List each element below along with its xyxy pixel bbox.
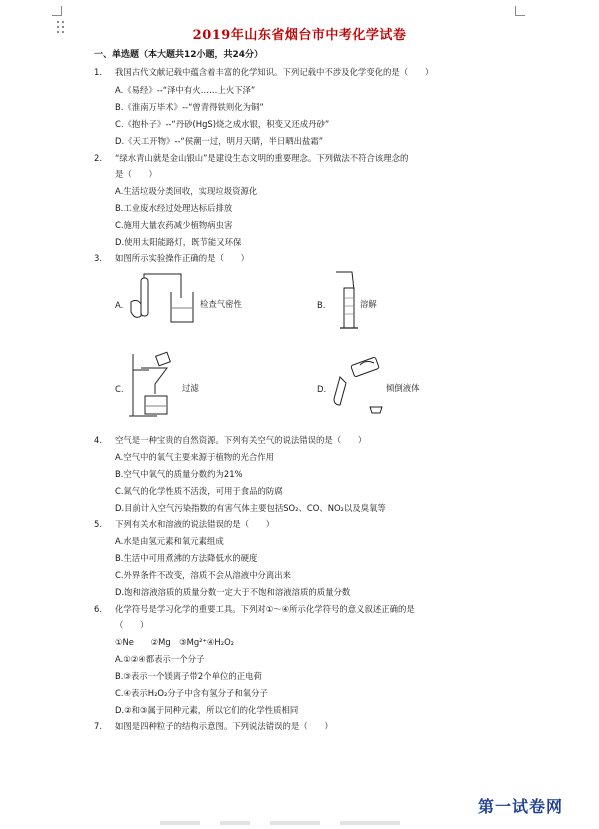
- option-b: B.《淮南万毕术》--“曾青得铁则化为铜”: [115, 102, 264, 112]
- option-c: C.外界条件不改变，溶质不会从溶液中分离出来: [115, 570, 292, 580]
- question-number: 7.: [94, 721, 102, 731]
- option-c: C.施用大量农药减少植物病虫害: [115, 220, 233, 230]
- filtration-apparatus-figure: [127, 350, 181, 420]
- pouring-liquid-figure: [330, 355, 386, 415]
- option-a: A.生活垃圾分类回收，实现垃圾资源化: [115, 186, 258, 196]
- question-stem: “绿水青山就是金山银山”是建设生态文明的重要理念。下列做法不符合该理念的: [115, 153, 409, 163]
- option-a: A.空气中的氧气主要来源于植物的光合作用: [115, 452, 274, 462]
- question-stem: 我国古代文献记载中蕴含着丰富的化学知识。下列记载中不涉及化学变化的是（ ）: [115, 67, 434, 77]
- option-c: C.《抱朴子》--“丹砂(HgS)烧之成水银，积变又还成丹砂”: [115, 119, 330, 129]
- question-number: 4.: [94, 435, 102, 445]
- site-logo: 第一试卷网: [478, 797, 564, 816]
- figure-label: 检查气密性: [200, 299, 242, 309]
- option-b: B.工业废水经过处理达标后排放: [115, 203, 233, 213]
- option-a: A.《易经》--“泽中有火……上火下泽”: [115, 85, 256, 95]
- exam-title: 2019年山东省烟台市中考化学试卷: [192, 28, 407, 43]
- option-d: D.饱和溶液溶质的质量分数一定大于不饱和溶液溶质的质量分数: [115, 587, 351, 597]
- question-stem: 化学符号是学习化学的重要工具。下列对①～④所示化学符号的意义叙述正确的是: [115, 604, 415, 614]
- question-number: 3.: [94, 253, 102, 263]
- footer-faded-text: [160, 820, 420, 826]
- question-stem: 如图是四种粒子的结构示意图。下列说法错误的是（ ）: [115, 721, 333, 731]
- question-number: 2.: [94, 153, 102, 163]
- figure-letter: C.: [115, 384, 124, 394]
- airtightness-apparatus-figure: [127, 272, 199, 334]
- option-d: D.②和③属于同种元素，所以它们的化学性质相同: [115, 705, 299, 715]
- option-d: D.目前计入空气污染指数的有害气体主要包括SO₂、CO、NO₂以及臭氧等: [115, 503, 386, 513]
- figure-letter: A.: [115, 300, 124, 310]
- chemical-symbols: ①Ne ②Mg ③Mg²⁺④H₂O₂: [115, 637, 235, 647]
- question-number: 1.: [94, 67, 102, 77]
- option-c: C.氮气的化学性质不活泼，可用于食品的防腐: [115, 486, 283, 496]
- question-stem: 是（ ）: [115, 169, 157, 179]
- page-corner-mark: [52, 6, 62, 16]
- question-stem: 如图所示实验操作正确的是（ ）: [115, 253, 249, 263]
- dissolving-cylinder-figure: [330, 270, 360, 334]
- figure-letter: B.: [317, 300, 326, 310]
- question-stem: 下列有关水和溶液的说法错误的是（ ）: [115, 519, 275, 529]
- section-heading: 一、单选题（本大题共12小题，共24分）: [94, 50, 264, 60]
- option-c: C.④表示H₂O₂分子中含有氢分子和氧分子: [115, 688, 268, 698]
- option-b: B.③表示一个镁离子带2个单位的正电荷: [115, 671, 262, 681]
- figure-label: 倾倒液体: [386, 383, 420, 393]
- page-corner-mark: [515, 6, 525, 16]
- question-number: 6.: [94, 604, 102, 614]
- figure-letter: D.: [317, 384, 327, 394]
- option-a: A.①②④都表示一个分子: [115, 654, 205, 664]
- option-d: D.《天工开物》--“侯潮一过，明月天睛，半日晒出盐霜”: [115, 136, 324, 146]
- figure-label: 过滤: [182, 383, 199, 393]
- option-d: D.使用太阳能路灯，既节能又环保: [115, 237, 242, 247]
- option-b: B.生活中可用煮沸的方法降低水的硬度: [115, 553, 258, 563]
- question-stem: 空气是一种宝贵的自然资源。下列有关空气的说法错误的是（ ）: [115, 435, 367, 445]
- option-a: A.水是由氢元素和氧元素组成: [115, 536, 224, 546]
- figure-label: 溶解: [360, 299, 377, 309]
- question-stem: （ ）: [115, 620, 149, 630]
- option-b: B.空气中氧气的质量分数约为21%: [115, 469, 243, 479]
- question-number: 5.: [94, 519, 102, 529]
